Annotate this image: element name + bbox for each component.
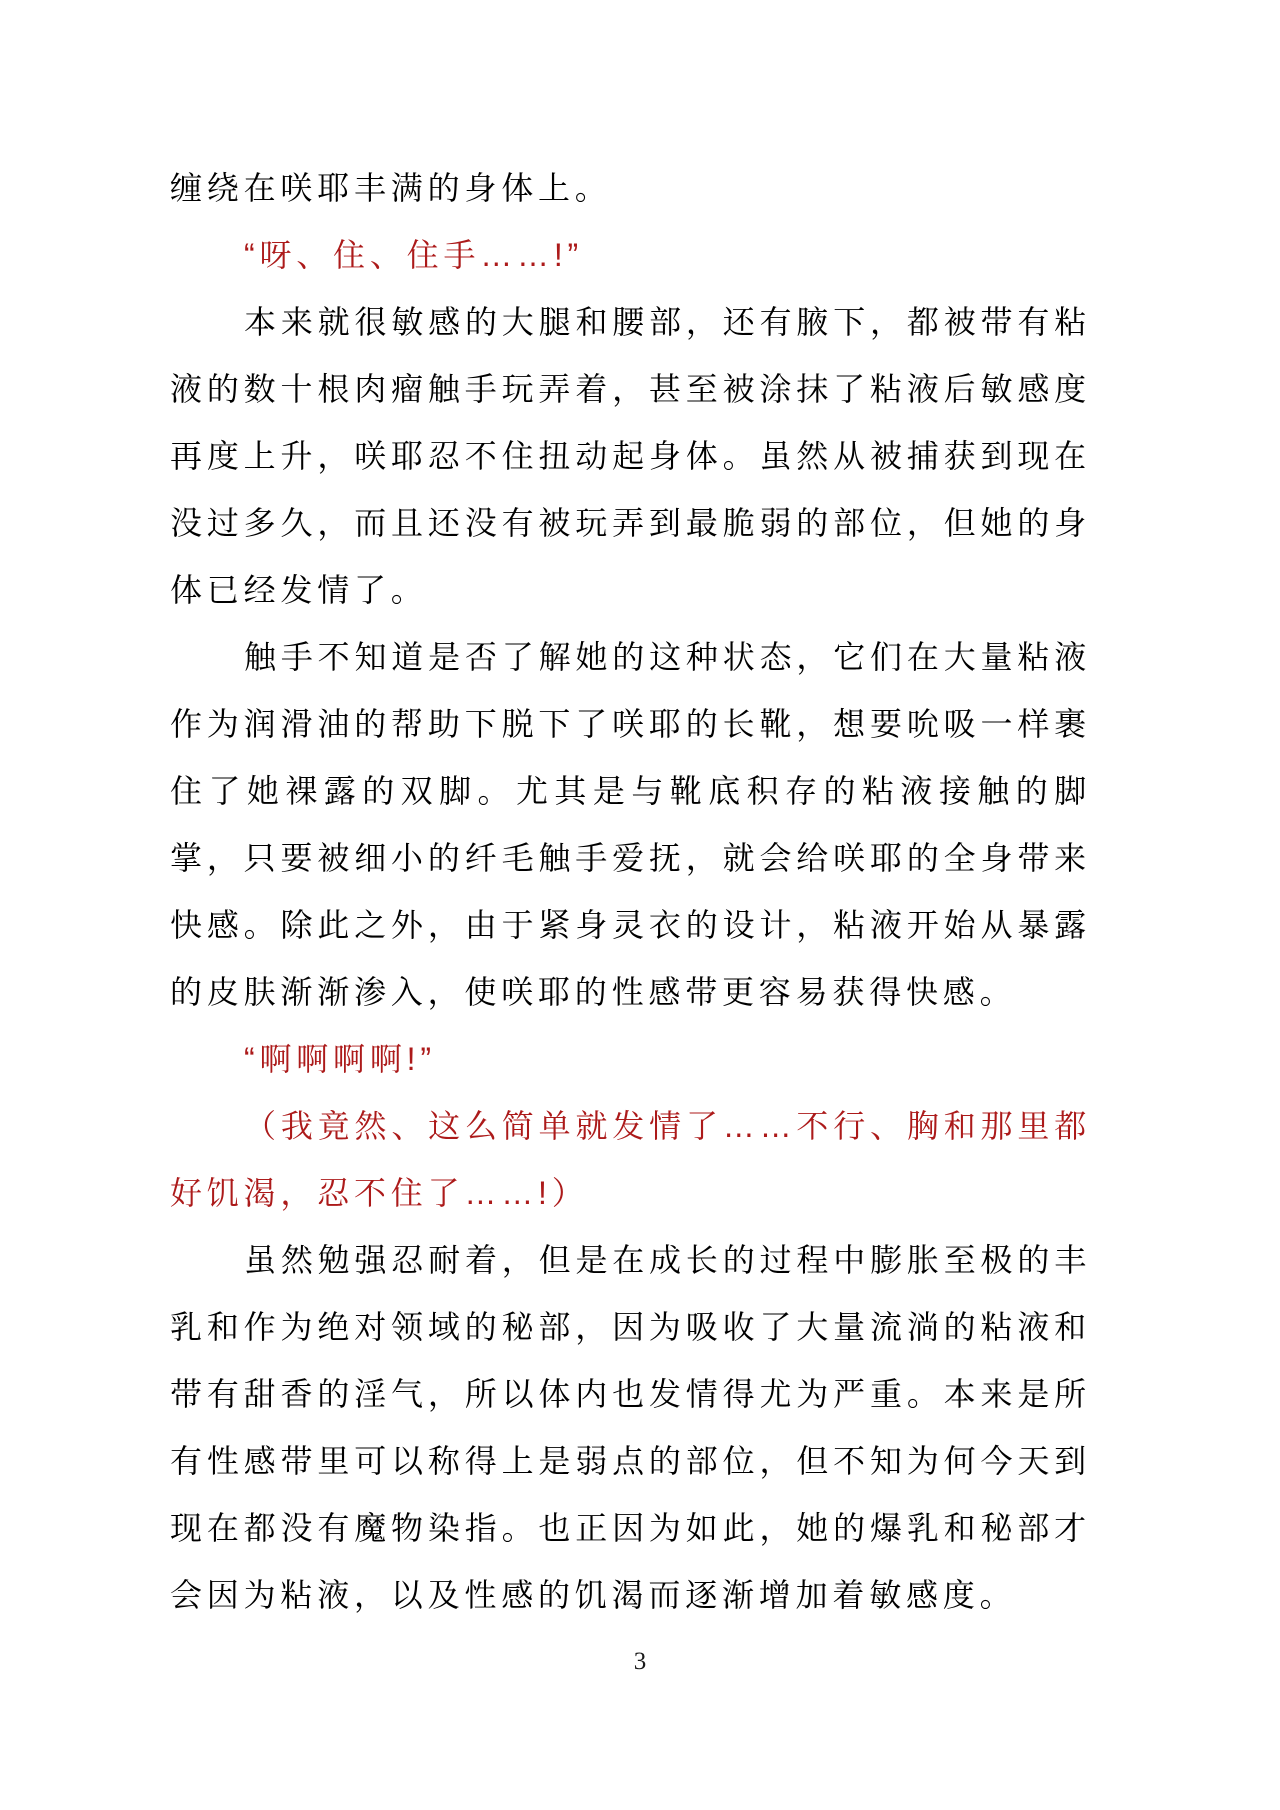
paragraph: 虽然勉强忍耐着，但是在成长的过程中膨胀至极的丰乳和作为绝对领域的秘部，因为吸收了大量流淌的粘液和带有甜香的淫气，所以体内也发情得尤为严重。本来是所有性感带里可以称得上是弱点的部位，但不知为何今天到现在都没有魔物染指。也正因为如此，她的爆乳和秘部才会因为粘液，以及性感的饥渴而逐渐增加着敏感度。 [170,1242,1091,1613]
inner-thought-paragraph: （我竟然、这么简单就发情了……不行、胸和那里都好饥渴，忍不住了……!） [170,1108,1091,1211]
paragraph: 触手不知道是否了解她的这种状态，它们在大量粘液作为润滑油的帮助下脱下了咲耶的长靴，想要吮吸一样裹住了她裸露的双脚。尤其是与靴底积存的粘液接触的脚掌，只要被细小的纤毛触手爱抚，就会给咲耶的全身带来快感。除此之外，由于紧身灵衣的设计，粘液开始从暴露的皮肤渐渐渗入，使咲耶的性感带更容易获得快感。 [170,639,1091,1010]
page-number: 3 [633,1648,647,1675]
text-body [170,155,1091,1629]
dialogue-paragraph: “呀、住、住手……!” [244,237,584,273]
paragraph: 本来就很敏感的大腿和腰部，还有腋下，都被带有粘液的数十根肉瘤触手玩弄着，甚至被涂抹了粘液后敏感度再度上升，咲耶忍不住扭动起身体。虽然从被捕获到现在没过多久，而且还没有被玩弄到最脆弱的部位，但她的身体已经发情了。 [170,304,1091,608]
paragraph: 缠绕在咲耶丰满的身体上。 [170,170,612,206]
dialogue-paragraph: “啊啊啊啊!” [244,1041,436,1077]
